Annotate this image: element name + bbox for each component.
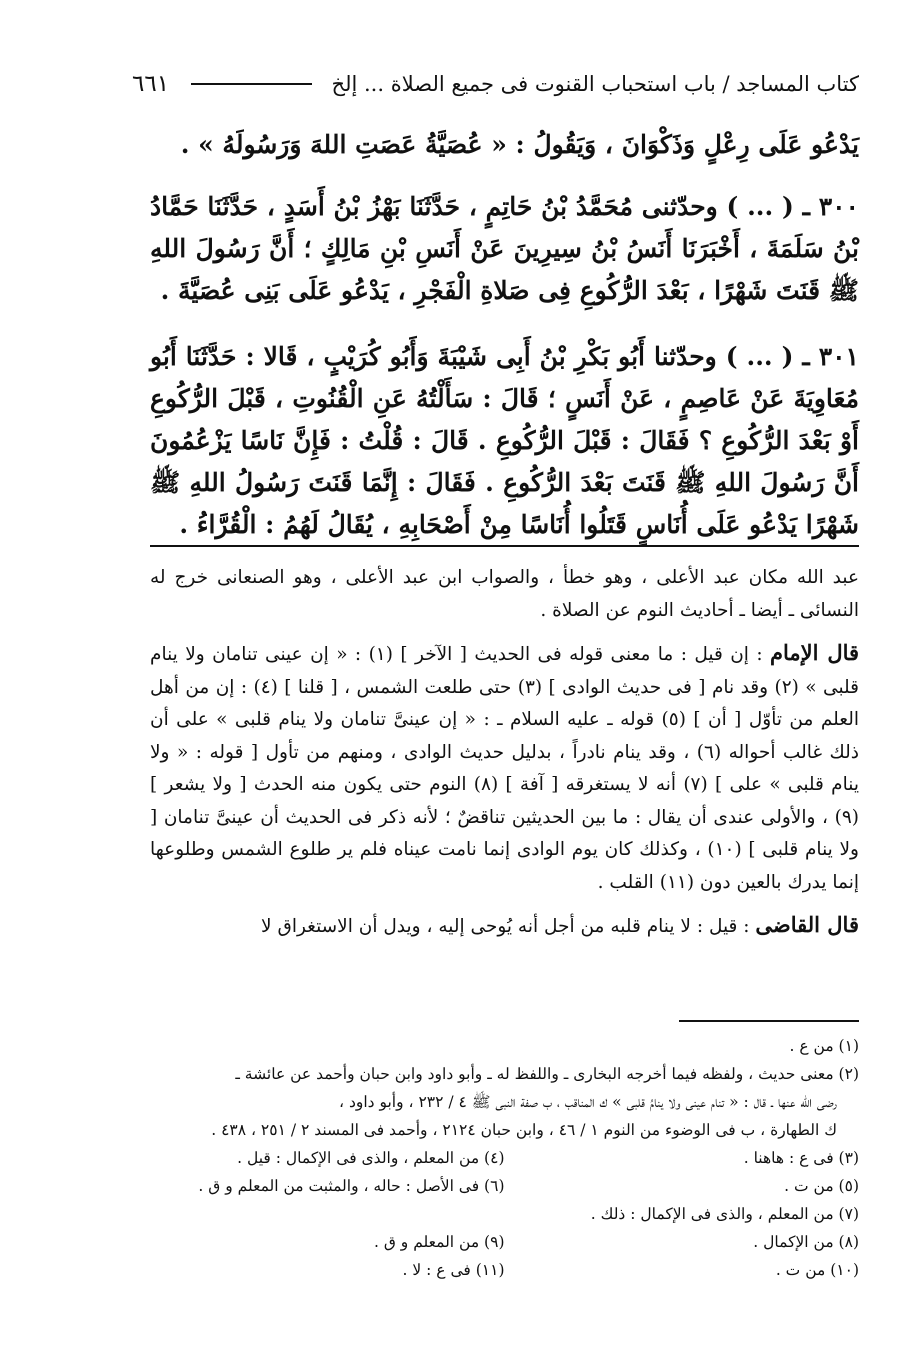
imam-text: : إن قيل : ما معنى قوله فى الحديث [ الآخر ] (١) : « إن عينى تنامان ولا ينام قلبى » (٢) وقد نام [ فى حديث الوادى ] (٣) حتى طلعت الشمس ، [ قلنا ] (٤) : إن من أهل العلم من تأوّل [ أن ] (٥) قوله ـ عليه السلام ـ : « إن عينىَّ تنامان ولا ينام قلبى » على أن ذلك غالب أحواله (٦) ، وقد ينام نادراً ، بدليل حديث الوادى ، ومنهم من تأول [ قوله : « ولا ينام قلبى » على ] (٧) أنه لا يستغرقه [ آفة ] (٨) النوم حتى يكون منه الحدث [ ولا يشعر ] (٩) ، والأولى عندى أن يقال : ما بين الحديثين تناقضٌ ؛ لأنه ذكر فى الحديث أن عينىَّ تنامان [ ولا ينام قلبى ] (١٠) ، وكذلك كان يوم الوادى إنما نامت عيناه فلم ير طلوع الشمس وطلوعها إنما يدرك بالعين دون (١١) القلب . <box>150 644 859 893</box>
commentary-paragraph-2 <box>150 637 859 899</box>
footnote-11: (١١) فى ع : لا . <box>402 1261 505 1279</box>
footnote-1: (١) من ع . <box>789 1037 859 1055</box>
text-commentary-divider <box>150 545 859 547</box>
footnote-7: (٧) من المعلم ، والذى فى الإكمال : ذلك . <box>590 1205 859 1223</box>
qadi-text: : قيل : لا ينام قلبه من أجل أنه يُوحى إليه ، ويدل أن الاستغراق لا <box>261 916 750 937</box>
hadith-300 <box>150 186 859 312</box>
footnote-9: (٩) من المعلم و ق . <box>373 1233 505 1251</box>
running-title: كتاب المساجد / باب استحباب القنوت فى جميع الصلاة ... إلخ <box>331 72 859 96</box>
footnote-2-line-2: رضى الله عنها ـ قال : « تنام عينى ولا ينامُ قلبى » ك المناقب ، ب صفة النبى ﷺ ٤ / ٢٣٢ ، وأبو داود ، <box>339 1093 837 1111</box>
footnote-2-line-3: ك الطهارة ، ب فى الوضوء من النوم ١ / ٤٦ ، وابن حبان ٢١٢٤ ، وأحمد فى المسند ٢ / ٢٥١ ، ٤٣٨ . <box>211 1121 837 1139</box>
footnote-2-line-1: (٢) معنى حديث ، ولفظه فيما أخرجه البخارى ـ واللفظ له ـ وأبو داود وابن حبان وأحمد عن عائشة ـ <box>235 1065 859 1083</box>
hadith-continuation-text: يَدْعُو عَلَى رِعْلٍ وَذَكْوَانَ ، وَيَقُولُ : « عُصَيَّةُ عَصَتِ اللهَ وَرَسُولَهُ » . <box>180 130 859 159</box>
footnote-3: (٣) فى ع : هاهنا . <box>743 1149 859 1167</box>
commentary <box>150 562 859 954</box>
page-number: ٦٦١ <box>132 71 170 97</box>
footnote-row <box>150 1144 859 1172</box>
footnote-row <box>150 1256 859 1284</box>
footnotes <box>150 1032 859 1284</box>
footnote-10: (١٠) من ت . <box>775 1261 859 1279</box>
footnote-4: (٤) من المعلم ، والذى فى الإكمال : قيل . <box>237 1149 505 1167</box>
footnote-5: (٥) من ت . <box>784 1177 859 1195</box>
hadith-301-text: ٣٠١ ـ ( ... ) وحدّثنا أَبُو بَكْرِ بْنُ أَبِى شَيْبَةَ وَأَبُو كُرَيْبٍ ، قَالا : حَدَّثَنَا أَبُو مُعَاوِيَةَ عَنْ عَاصِمٍ ، عَنْ أَنَسٍ ؛ قَالَ : سَأَلْتُهُ عَنِ الْقُنُوتِ ، قَبْلَ الرُّكُوعِ أَوْ بَعْدَ الرُّكُوعِ ؟ فَقَالَ : قَبْلَ الرُّكُوعِ . قَالَ : قُلْتُ : فَإِنَّ نَاسًا يَزْعُمُونَ أَنَّ رَسُولَ اللهِ ﷺ قَنَتَ بَعْدَ الرُّكُوعِ . فَقَالَ : إِنَّمَا قَنَتَ رَسُولُ اللهِ ﷺ شَهْرًا يَدْعُو عَلَى أُنَاسٍ قَتَلُوا أُنَاسًا مِنْ أَصْحَابِهِ ، يُقَالُ لَهُمُ : الْقُرَّاءُ . <box>150 342 859 539</box>
footnote-8: (٨) من الإكمال . <box>753 1233 859 1251</box>
footnote-row <box>150 1172 859 1200</box>
hadith-continuation <box>150 124 859 166</box>
commentary-paragraph-1: عبد الله مكان عبد الأعلى ، وهو خطأ ، والصواب ابن عبد الأعلى ، وهو الصنعانى خرج له النسائى ـ أيضا ـ أحاديث النوم عن الصلاة . <box>150 567 859 621</box>
header-rule <box>191 83 311 85</box>
hadith-300-text: ٣٠٠ ـ ( ... ) وحدّثنى مُحَمَّدُ بْنُ حَاتِمٍ ، حَدَّثَنَا بَهْزُ بْنُ أَسَدٍ ، حَدَّثَنَا حَمَّادُ بْنُ سَلَمَةَ ، أَخْبَرَنَا أَنَسُ بْنُ سِيرِينَ عَنْ أَنَسِ بْنِ مَالِكٍ ؛ أَنَّ رَسُولَ اللهِ ﷺ قَنَتَ شَهْرًا ، بَعْدَ الرُّكُوعِ فِى صَلاةِ الْفَجْرِ ، يَدْعُو عَلَى بَنِى عُصَيَّةَ . <box>150 192 859 305</box>
speaker-qadi: قال القاضى <box>755 912 859 937</box>
footnote-6: (٦) فى الأصل : حاله ، والمثبت من المعلم و ق . <box>198 1177 505 1195</box>
footnote-row <box>150 1228 859 1256</box>
commentary-paragraph-3 <box>150 909 859 944</box>
speaker-imam: قال الإمام <box>770 640 860 665</box>
hadith-301 <box>150 336 859 546</box>
page-header <box>132 64 859 104</box>
footnote-rule <box>679 1020 859 1022</box>
